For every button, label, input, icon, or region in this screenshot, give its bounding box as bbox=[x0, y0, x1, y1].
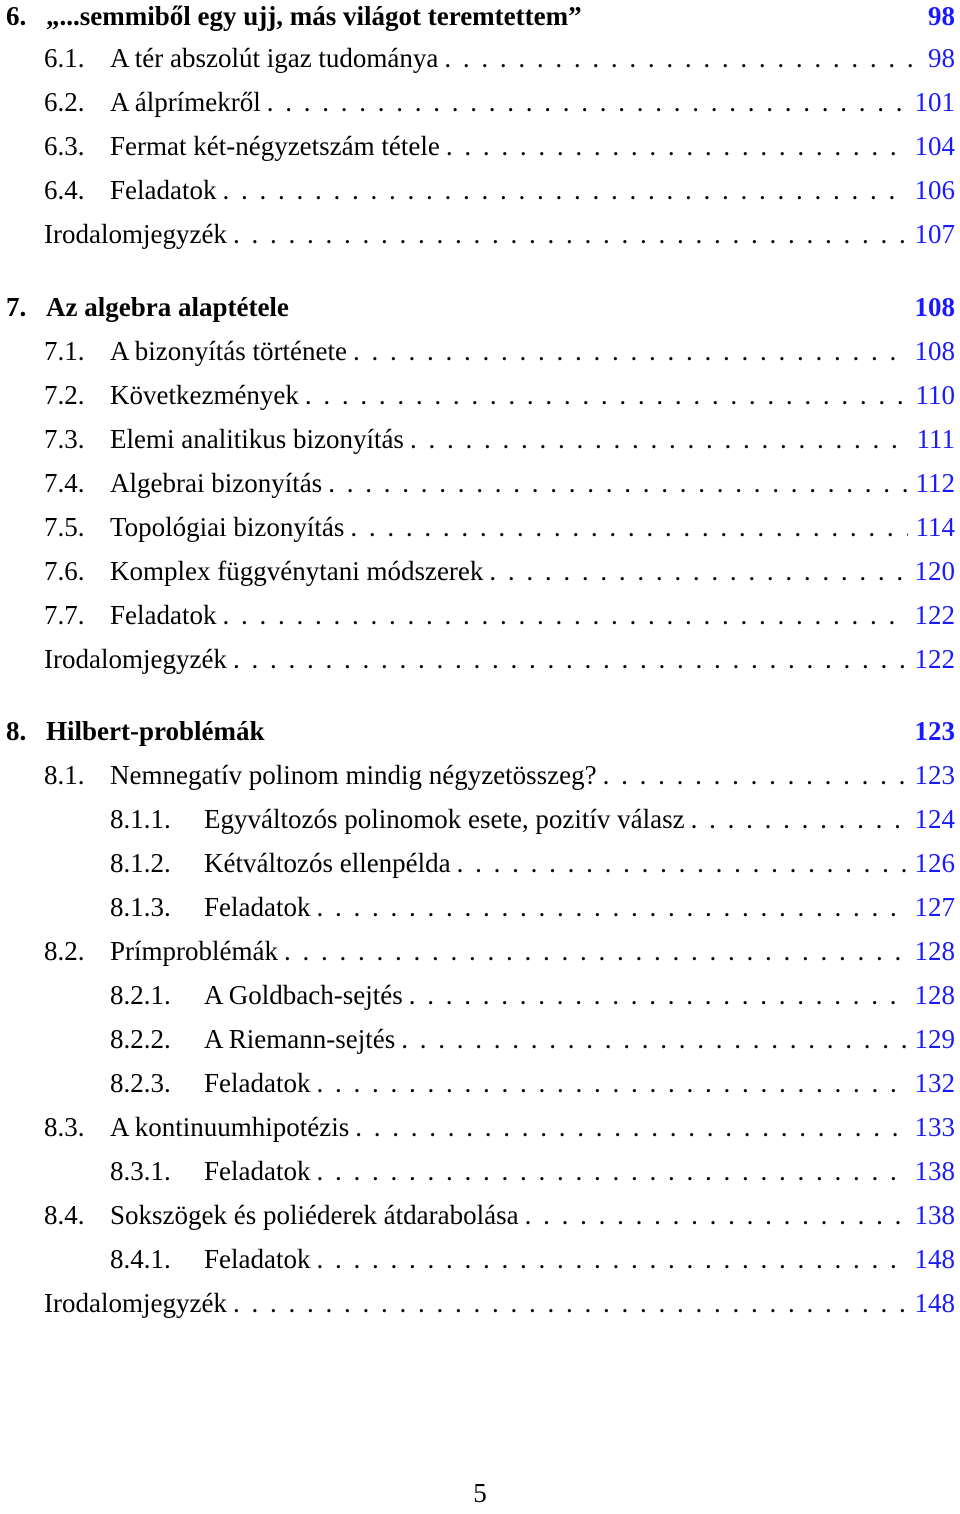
toc-page-link[interactable]: 120 bbox=[914, 556, 955, 586]
toc-entry-title[interactable]: Feladatok bbox=[204, 1068, 311, 1098]
toc-entry-title[interactable]: Irodalomjegyzék bbox=[44, 219, 227, 249]
toc-entry-number: 8.2.1. bbox=[110, 980, 171, 1010]
toc-entry[interactable] bbox=[0, 507, 955, 547]
toc-entry[interactable] bbox=[0, 931, 955, 971]
dot-leader bbox=[597, 755, 907, 795]
toc-page-link[interactable]: 128 bbox=[914, 936, 955, 966]
dot-leader bbox=[261, 82, 907, 122]
toc-entry-title[interactable]: Kétváltozós ellenpélda bbox=[204, 848, 451, 878]
dot-leader bbox=[216, 595, 906, 635]
toc-page-link[interactable]: 122 bbox=[914, 644, 955, 674]
toc-entry-number: 8.2.3. bbox=[110, 1068, 171, 1098]
toc-entry[interactable] bbox=[0, 1239, 955, 1279]
dot-leader bbox=[404, 419, 909, 459]
toc-entry-title[interactable]: „...semmiből egy ujj, más világot teremtettem” bbox=[46, 1, 582, 31]
toc-entry-title[interactable]: A kontinuumhipotézis bbox=[110, 1112, 350, 1142]
toc-entry[interactable] bbox=[0, 1195, 955, 1235]
toc-entry-title[interactable]: Irodalomjegyzék bbox=[44, 644, 227, 674]
toc-entry[interactable] bbox=[0, 1151, 955, 1191]
dot-leader bbox=[322, 463, 907, 503]
toc-entry-number: 7. bbox=[6, 292, 27, 322]
toc-entry[interactable] bbox=[0, 1107, 955, 1147]
toc-page-link[interactable]: 138 bbox=[914, 1156, 955, 1186]
toc-entry-title[interactable]: Hilbert-problémák bbox=[46, 716, 265, 746]
toc-page-link[interactable]: 123 bbox=[914, 760, 955, 790]
toc-page-link[interactable]: 129 bbox=[914, 1024, 955, 1054]
toc-entry[interactable] bbox=[0, 214, 955, 254]
dot-leader bbox=[395, 1019, 906, 1059]
dot-leader bbox=[216, 170, 906, 210]
toc-entry-number: 8.1. bbox=[44, 760, 85, 790]
toc-entry-number: 7.4. bbox=[44, 468, 85, 498]
toc-entry-title[interactable]: Fermat két-négyzetszám tétele bbox=[110, 131, 440, 161]
toc-entry-title[interactable]: Prímproblémák bbox=[110, 936, 278, 966]
toc-page-link[interactable]: 106 bbox=[914, 175, 955, 205]
toc-entry-number: 8.4.1. bbox=[110, 1244, 171, 1274]
toc-page-link[interactable]: 110 bbox=[915, 380, 955, 410]
dot-leader bbox=[519, 1195, 907, 1235]
dot-leader bbox=[310, 887, 906, 927]
toc-entry[interactable] bbox=[0, 82, 955, 122]
dot-leader bbox=[310, 1239, 906, 1279]
toc-entry-title[interactable]: Topológiai bizonyítás bbox=[110, 512, 345, 542]
toc-page-link[interactable]: 108 bbox=[914, 336, 955, 366]
toc-entry-number: 8.4. bbox=[44, 1200, 85, 1230]
toc-entry[interactable] bbox=[0, 1063, 955, 1103]
dot-leader bbox=[227, 639, 907, 679]
toc-entry[interactable] bbox=[0, 843, 955, 883]
toc-entry[interactable] bbox=[0, 463, 955, 503]
toc-entry-number: 8.2. bbox=[44, 936, 85, 966]
toc-entry[interactable] bbox=[0, 551, 955, 591]
toc-entry-number: 8.1.2. bbox=[110, 848, 171, 878]
toc-entry-title[interactable]: Feladatok bbox=[204, 892, 311, 922]
dot-leader bbox=[347, 331, 907, 371]
toc-entry-number: 6. bbox=[6, 1, 27, 31]
toc-entry-number: 6.2. bbox=[44, 87, 85, 117]
toc-page-link[interactable]: 112 bbox=[915, 468, 955, 498]
toc-entry-number: 7.6. bbox=[44, 556, 85, 586]
dot-leader bbox=[403, 975, 907, 1015]
toc-entry-title[interactable]: Feladatok bbox=[110, 175, 217, 205]
toc-entry-title[interactable]: Nemnegatív polinom mindig négyzetösszeg? bbox=[110, 760, 597, 790]
dot-leader bbox=[310, 1151, 906, 1191]
toc-entry[interactable] bbox=[0, 419, 955, 459]
toc-page-link[interactable]: 107 bbox=[914, 219, 955, 249]
toc-page-link[interactable]: 133 bbox=[914, 1112, 955, 1142]
toc-page-link[interactable]: 122 bbox=[914, 600, 955, 630]
toc-page-link[interactable]: 138 bbox=[914, 1200, 955, 1230]
toc-entry-number: 6.4. bbox=[44, 175, 85, 205]
toc-entry-number: 7.7. bbox=[44, 600, 85, 630]
toc-entry-number: 8.1.1. bbox=[110, 804, 171, 834]
toc-page-link[interactable]: 123 bbox=[914, 716, 955, 746]
toc-entry[interactable] bbox=[0, 975, 955, 1015]
toc-entry-number: 6.1. bbox=[44, 43, 85, 73]
dot-leader bbox=[685, 799, 907, 839]
toc-entry-number: 7.1. bbox=[44, 336, 85, 366]
toc-entry[interactable] bbox=[0, 170, 955, 210]
toc-entry[interactable] bbox=[0, 887, 955, 927]
toc-entry-title[interactable]: Feladatok bbox=[204, 1156, 311, 1186]
toc-chapter-entry[interactable] bbox=[0, 0, 955, 36]
toc-entry[interactable] bbox=[0, 1283, 955, 1323]
toc-entry-number: 8.3. bbox=[44, 1112, 85, 1142]
toc-entry-title[interactable]: A tér abszolút igaz tudománya bbox=[110, 43, 439, 73]
toc-entry-number: 7.5. bbox=[44, 512, 85, 542]
toc-page-link[interactable]: 128 bbox=[914, 980, 955, 1010]
toc-page-link[interactable]: 98 bbox=[928, 43, 955, 73]
dot-leader bbox=[349, 1107, 906, 1147]
toc-entry-title[interactable]: Irodalomjegyzék bbox=[44, 1288, 227, 1318]
toc-entry[interactable] bbox=[0, 331, 955, 371]
toc-entry-number: 7.3. bbox=[44, 424, 85, 454]
toc-page-link[interactable]: 148 bbox=[914, 1288, 955, 1318]
toc-entry[interactable] bbox=[0, 639, 955, 679]
toc-entry-title[interactable]: Elemi analitikus bizonyítás bbox=[110, 424, 404, 454]
toc-chapter-entry[interactable] bbox=[0, 287, 955, 327]
toc-entry-number: 7.2. bbox=[44, 380, 85, 410]
toc-entry-title[interactable]: Következmények bbox=[110, 380, 299, 410]
dot-leader bbox=[299, 375, 908, 415]
toc-entry-title[interactable]: Az algebra alaptétele bbox=[46, 292, 289, 322]
toc-page-link[interactable]: 126 bbox=[914, 848, 955, 878]
toc-entry-number: 8.3.1. bbox=[110, 1156, 171, 1186]
toc-entry[interactable] bbox=[0, 38, 955, 78]
toc-entry-title[interactable]: A Riemann-sejtés bbox=[204, 1024, 396, 1054]
dot-leader bbox=[278, 931, 907, 971]
toc-page-link[interactable]: 111 bbox=[916, 424, 955, 454]
toc-entry-title[interactable]: Egyváltozós polinomok esete, pozitív válasz bbox=[204, 804, 685, 834]
dot-leader bbox=[310, 1063, 906, 1103]
toc-page-link[interactable]: 108 bbox=[914, 292, 955, 322]
toc-entry-title[interactable]: Algebrai bizonyítás bbox=[110, 468, 323, 498]
dot-leader bbox=[227, 1283, 907, 1323]
toc-entry-title[interactable]: Feladatok bbox=[204, 1244, 311, 1274]
toc-page-link[interactable]: 127 bbox=[914, 892, 955, 922]
toc-page-link[interactable]: 98 bbox=[928, 1, 955, 31]
toc-entry-number: 8.2.2. bbox=[110, 1024, 171, 1054]
toc-entry[interactable] bbox=[0, 799, 955, 839]
toc-entry[interactable] bbox=[0, 126, 955, 166]
toc-entry[interactable] bbox=[0, 375, 955, 415]
toc-page-link[interactable]: 104 bbox=[914, 131, 955, 161]
toc-entry-title[interactable]: A Goldbach-sejtés bbox=[204, 980, 403, 1010]
toc-entry[interactable] bbox=[0, 1019, 955, 1059]
toc-chapter-entry[interactable] bbox=[0, 711, 955, 751]
dot-leader bbox=[438, 38, 920, 78]
dot-leader bbox=[451, 843, 907, 883]
toc-entry-title[interactable]: Feladatok bbox=[110, 600, 217, 630]
toc-page-link[interactable]: 132 bbox=[914, 1068, 955, 1098]
toc-entry[interactable] bbox=[0, 755, 955, 795]
toc-entry-title[interactable]: A álprímekről bbox=[110, 87, 261, 117]
dot-leader bbox=[440, 126, 907, 166]
toc-entry-title[interactable]: Komplex függvénytani módszerek bbox=[110, 556, 484, 586]
toc-entry-title[interactable]: Sokszögek és poliéderek átdarabolása bbox=[110, 1200, 519, 1230]
dot-leader bbox=[483, 551, 906, 591]
page-number: 5 bbox=[473, 1478, 487, 1508]
dot-leader bbox=[227, 214, 907, 254]
toc-entry[interactable] bbox=[0, 595, 955, 635]
toc-entry-title[interactable]: A bizonyítás története bbox=[110, 336, 347, 366]
toc-page-link[interactable]: 114 bbox=[915, 512, 955, 542]
toc-entry-number: 8.1.3. bbox=[110, 892, 171, 922]
toc-page-link[interactable]: 148 bbox=[914, 1244, 955, 1274]
toc-entry-number: 8. bbox=[6, 716, 27, 746]
toc-entry-number: 6.3. bbox=[44, 131, 85, 161]
toc-page-link[interactable]: 124 bbox=[914, 804, 955, 834]
dot-leader bbox=[344, 507, 907, 547]
toc-page-link[interactable]: 101 bbox=[914, 87, 955, 117]
